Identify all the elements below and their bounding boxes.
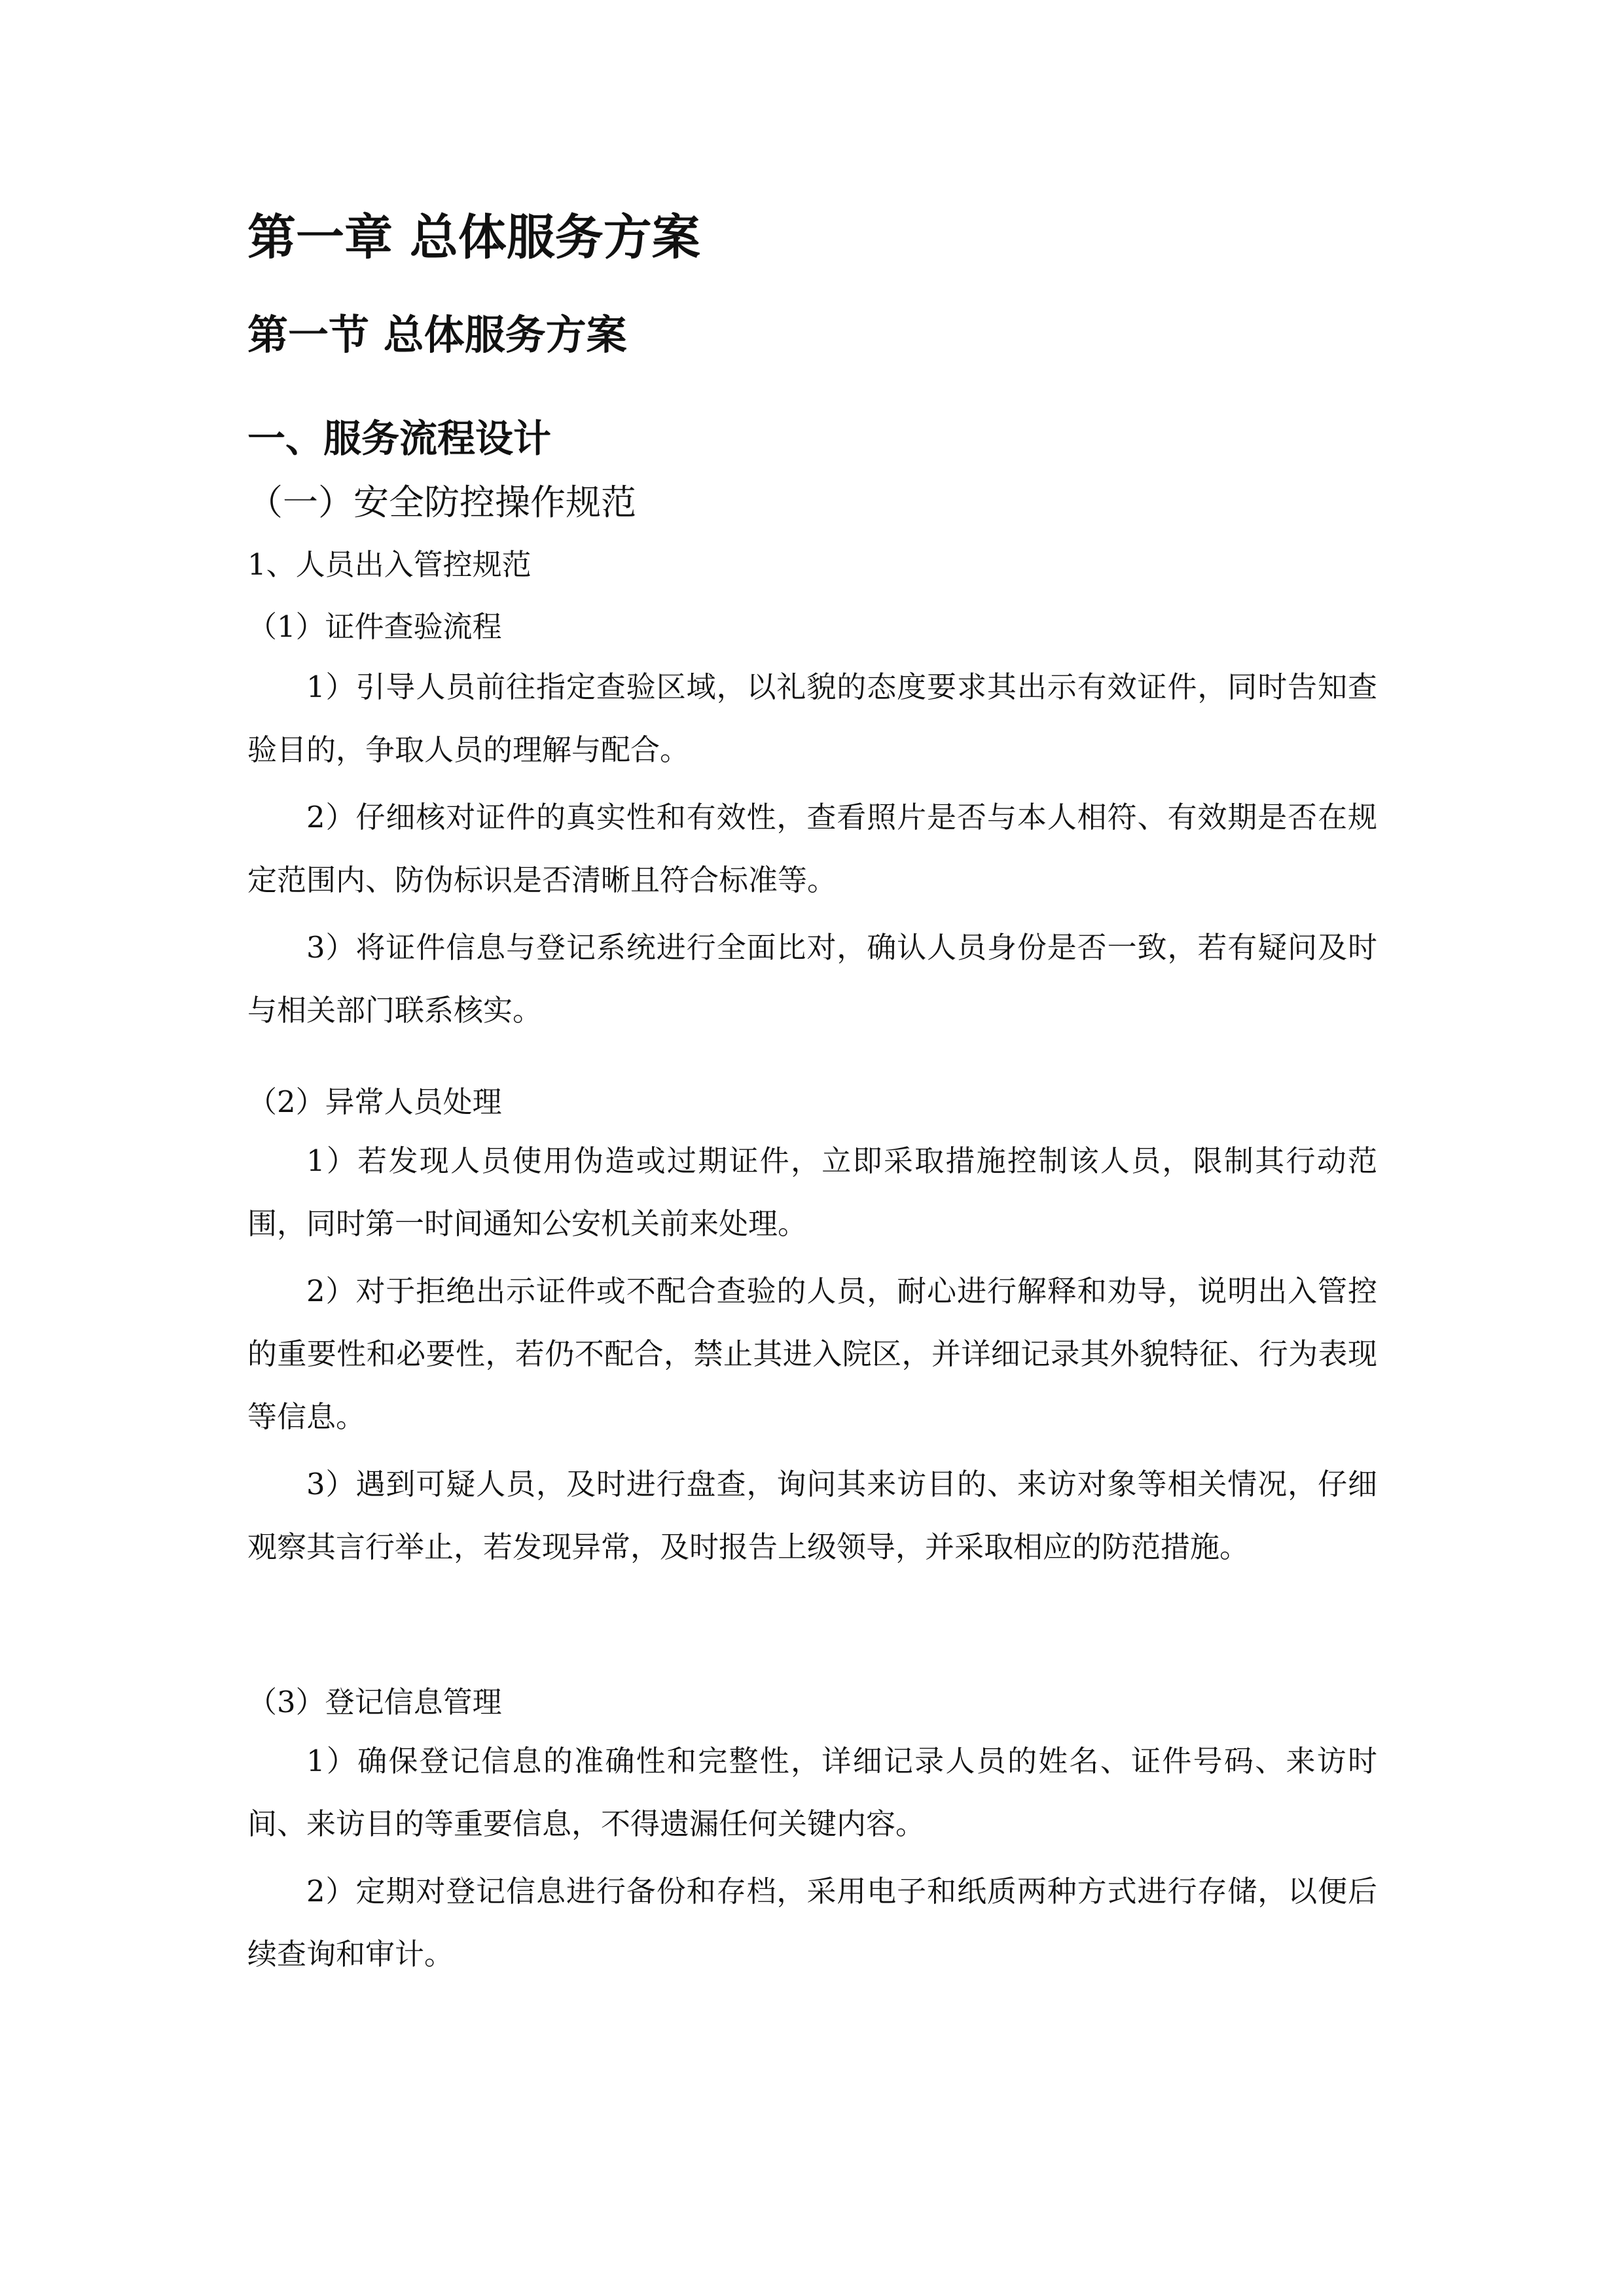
block-heading: （2）异常人员处理 [247, 1085, 502, 1119]
paragraph: 3）遇到可疑人员，及时进行盘查，询问其来访目的、来访对象等相关情况，仔细观察其言行举止，若发现异常，及时报告上级领导，并采取相应的防范措施。 [247, 1467, 1377, 1564]
subpart-heading: （一）安全防控操作规范 [247, 482, 636, 523]
paragraph: 1）若发现人员使用伪造或过期证件，立即采取措施控制该人员，限制其行动范围，同时第一时间通知公安机关前来处理。 [247, 1143, 1377, 1241]
chapter-title: 第一章 总体服务方案 [247, 209, 700, 266]
block-heading: （3）登记信息管理 [247, 1685, 502, 1719]
paragraph: 2）定期对登记信息进行备份和存档，采用电子和纸质两种方式进行存储，以便后续查询和审计。 [247, 1874, 1377, 1971]
paragraph: 3）将证件信息与登记系统进行全面比对，确认人员身份是否一致，若有疑问及时与相关部门联系核实。 [247, 930, 1377, 1028]
paragraph: 2）对于拒绝出示证件或不配合查验的人员，耐心进行解释和劝导，说明出入管控的重要性和必要性，若仍不配合，禁止其进入院区，并详细记录其外貌特征、行为表现等信息。 [247, 1274, 1377, 1434]
topic-heading: 1、人员出入管控规范 [247, 547, 532, 582]
paragraph: 1）引导人员前往指定查验区域，以礼貌的态度要求其出示有效证件，同时告知查验目的，争取人员的理解与配合。 [247, 670, 1377, 767]
paragraph: 1）确保登记信息的准确性和完整性，详细记录人员的姓名、证件号码、来访时间、来访目的等重要信息，不得遗漏任何关键内容。 [247, 1744, 1377, 1841]
section-title: 第一节 总体服务方案 [247, 311, 627, 359]
block-heading: （1）证件查验流程 [247, 609, 502, 644]
paragraph: 2）仔细核对证件的真实性和有效性，查看照片是否与本人相符、有效期是否在规定范围内、防伪标识是否清晰且符合标准等。 [247, 800, 1377, 897]
part-heading: 一、服务流程设计 [247, 416, 552, 461]
